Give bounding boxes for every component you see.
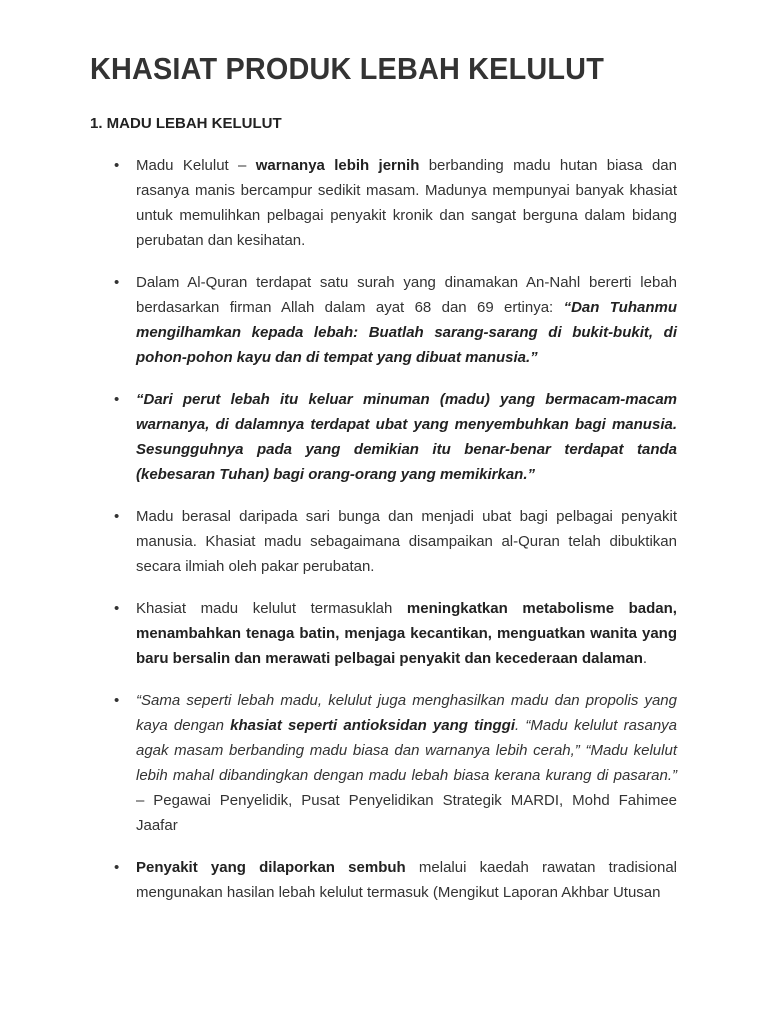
bullet-icon: • <box>114 859 120 876</box>
item-text: melalui kaedah rawatan tradisional mengunakan hasilan lebah kelulut termasuk (Mengikut Laporan Akhbar Utusan <box>136 859 678 901</box>
item-quote-text: “Dan Tuhanmu mengilhamkan kepada lebah: Buatlah sarang-sarang di bukit-bukit, di pohon-pohon kayu dan di tempat yang dibuat manusia.” <box>136 299 677 366</box>
page-title: KHASIAT PRODUK LEBAH KELULUT <box>90 51 604 86</box>
item-quote-text: “Dari perut lebah itu keluar minuman (madu) yang bermacam-macam warnanya, di dalamnya terdapat ubat yang menyembuhkan bagi manusia. Sesungguhnya pada yang demikian itu benar-benar terdapat tanda (kebesaran Tuhan) bagi orang-orang yang memikirkan.” <box>136 391 677 483</box>
item-attribution: – Pegawai Penyelidik, Pusat Penyelidikan Strategik MARDI, Mohd Fahimee Jaafar <box>136 792 677 834</box>
list-item <box>114 153 677 253</box>
item-text: Khasiat madu kelulut termasuklah <box>136 600 407 617</box>
item-bold-text: Penyakit yang dilaporkan sembuh <box>136 859 406 876</box>
item-text: Madu Kelulut – <box>136 157 256 174</box>
bullet-icon: • <box>114 157 120 174</box>
bullet-icon: • <box>114 692 120 709</box>
list-item <box>114 504 677 579</box>
bullet-icon: • <box>114 600 120 617</box>
list-item <box>114 688 677 838</box>
bullet-icon: • <box>114 274 120 291</box>
item-bold-text: warnanya lebih jernih <box>255 157 420 174</box>
list-item <box>114 270 677 370</box>
item-quote-text: khasiat seperti antioksidan yang tinggi <box>230 717 515 734</box>
list-item <box>114 855 678 905</box>
list-item <box>114 387 677 487</box>
item-italic-text: . “Madu kelulut rasanya agak masam berbanding madu biasa dan warnanya lebih cerah,” “Madu kelulut lebih mahal dibandingkan dengan madu lebah biasa kerana kurang di pasaran.” <box>136 717 677 784</box>
section-heading: 1. MADU LEBAH KELULUT <box>90 115 282 132</box>
bullet-icon: • <box>114 391 120 408</box>
item-bold-text: meningkatkan metabolisme badan, menambahkan tenaga batin, menjaga kecantikan, menguatkan wanita yang baru bersalin dan merawati pelbagai penyakit dan kecederaan dalaman <box>136 600 677 667</box>
item-italic-text: “Sama seperti lebah madu, kelulut juga menghasilkan madu dan propolis yang kaya dengan <box>136 692 677 734</box>
item-text: Madu berasal daripada sari bunga dan menjadi ubat bagi pelbagai penyakit manusia. Khasiat madu sebagaimana disampaikan al-Quran telah dibuktikan secara ilmiah oleh pakar perubatan. <box>136 508 677 575</box>
item-text: . <box>642 650 648 667</box>
item-text: Dalam Al-Quran terdapat satu surah yang dinamakan An-Nahl bererti lebah berdasarkan firman Allah dalam ayat 68 dan 69 ertinya: <box>136 274 677 316</box>
item-text: berbanding madu hutan biasa dan rasanya manis bercampur sedikit masam. Madunya mempunyai banyak khasiat untuk memulihkan pelbagai penyakit kronik dan sangat berguna dalam bidang perubatan dan kesihatan. <box>136 157 677 249</box>
list-item <box>114 596 677 671</box>
bullet-icon: • <box>114 508 120 525</box>
bullet-list <box>114 153 678 922</box>
